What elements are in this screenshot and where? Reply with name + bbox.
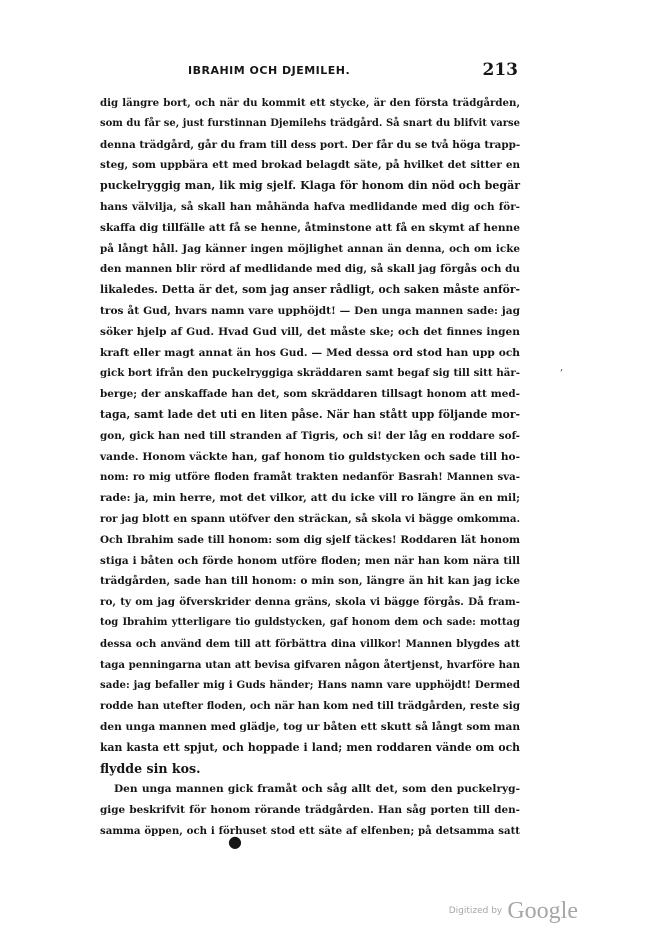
text-line: hans välvilja, så skall han måhända hafva medlidande med dig och för- bbox=[100, 200, 520, 213]
text-line: skaffa dig tillfälle att få se henne, åtminstone att få en skymt af henne bbox=[100, 221, 520, 234]
text-line: taga penningarna utan att bevisa gifvaren någon återtjenst, hvarföre han bbox=[100, 658, 520, 671]
text-line: trädgården, sade han till honom: o min son, längre än hit kan jag icke bbox=[100, 575, 520, 588]
google-logo: Google bbox=[507, 898, 578, 924]
text-line: steg, som uppbära ett med brokad belagdt säte, på hvilket det sitter en bbox=[100, 159, 520, 172]
text-line: gige beskrifvit för honom rörande trädgården. Han såg porten till den- bbox=[100, 804, 520, 817]
text-line: samma öppen, och i förhuset stod ett säte af elfenben; på detsamma satt bbox=[100, 824, 520, 837]
running-header bbox=[100, 60, 520, 86]
text-line: nom: ro mig utföre floden framåt trakten nedanför Basrah! Mannen sva- bbox=[100, 471, 520, 484]
digitization-watermark bbox=[449, 898, 578, 925]
text-line: taga, samt lade det uti en liten påse. När han stått upp följande mor- bbox=[100, 407, 520, 421]
text-line: som du får se, just furstinnan Djemilehs trädgård. Så snart du blifvit varse bbox=[100, 117, 520, 129]
text-line: puckelryggig man, lik mig sjelf. Klaga för honom din nöd och begär bbox=[100, 179, 520, 193]
text-line: den unga mannen med glädje, tog ur båten ett skutt så långt som man bbox=[100, 720, 521, 733]
text-line: dessa och använd dem till att förbättra dina villkor! Mannen blygdes att bbox=[100, 637, 520, 650]
page-number: 213 bbox=[482, 60, 518, 80]
text-line: gick bort ifrån den puckelryggiga skräddaren samt begaf sig till sitt här- bbox=[100, 367, 520, 380]
ink-speck-mark: ‚ bbox=[560, 362, 564, 373]
text-line: tog Ibrahim ytterligare tio guldstycken, gaf honom dem och sade: mottag bbox=[100, 616, 520, 628]
text-line: sade: jag befaller mig i Guds händer; Hans namn vare upphöjdt! Dermed bbox=[100, 679, 520, 692]
printer-signature-mark: ● bbox=[228, 832, 242, 851]
text-line: berge; der anskaffade han det, som skräddaren tillsagt honom att med- bbox=[100, 388, 520, 401]
text-line: stiga i båten och förde honom utföre floden; men när han kom nära till bbox=[100, 554, 520, 567]
text-line: tros åt Gud, hvars namn vare upphöjdt! — Den unga mannen sade: jag bbox=[100, 304, 520, 317]
text-line-paragraph-end: flydde sin kos. bbox=[100, 760, 201, 776]
text-line: dig längre bort, och när du kommit ett stycke, är den första trädgården, bbox=[100, 97, 520, 109]
text-line: Och Ibrahim sade till honom: som dig sjelf täckes! Roddaren lät honom bbox=[100, 533, 520, 546]
text-line: den mannen blir rörd af medlidande med dig, så skall jag förgås och du bbox=[100, 263, 520, 276]
text-line: gon, gick han ned till stranden af Tigris, och si! der låg en roddare sof- bbox=[100, 429, 520, 442]
text-line: på långt håll. Jag känner ingen möjlighet annan än denna, och om icke bbox=[100, 242, 520, 255]
running-title: IBRAHIM OCH DJEMILEH. bbox=[188, 64, 351, 77]
text-line: ro, ty om jag öfverskrider denna gräns, skola vi bägge förgås. Då fram- bbox=[100, 596, 520, 609]
text-line: kan kasta ett spjut, och hoppade i land; men roddaren vände om och bbox=[100, 740, 520, 754]
text-line: rodde han utefter floden, och när han kom ned till trädgården, reste sig bbox=[100, 700, 520, 713]
text-line: ror jag blott en spann utöfver den sträckan, så skola vi bägge omkomma. bbox=[100, 512, 520, 525]
text-line: likaledes. Detta är det, som jag anser rådligt, och saken måste anför- bbox=[100, 283, 520, 297]
text-line: kraft eller magt annat än hos Gud. — Med dessa ord stod han upp och bbox=[100, 346, 520, 359]
text-line: denna trädgård, går du fram till dess port. Der får du se två höga trapp- bbox=[100, 138, 521, 151]
body-text bbox=[100, 93, 520, 842]
digitized-label: Digitized by bbox=[448, 906, 503, 916]
text-line: söker hjelp af Gud. Hvad Gud vill, det måste ske; och det finnes ingen bbox=[100, 325, 520, 338]
text-line: vande. Honom väckte han, gaf honom tio guldstycken och sade till ho- bbox=[100, 450, 520, 463]
text-line-paragraph-start: Den unga mannen gick framåt och såg allt det, som den puckelryg- bbox=[114, 783, 520, 796]
text-line: rade: ja, min herre, mot det vilkor, att du icke vill ro längre än en mil; bbox=[100, 492, 520, 505]
